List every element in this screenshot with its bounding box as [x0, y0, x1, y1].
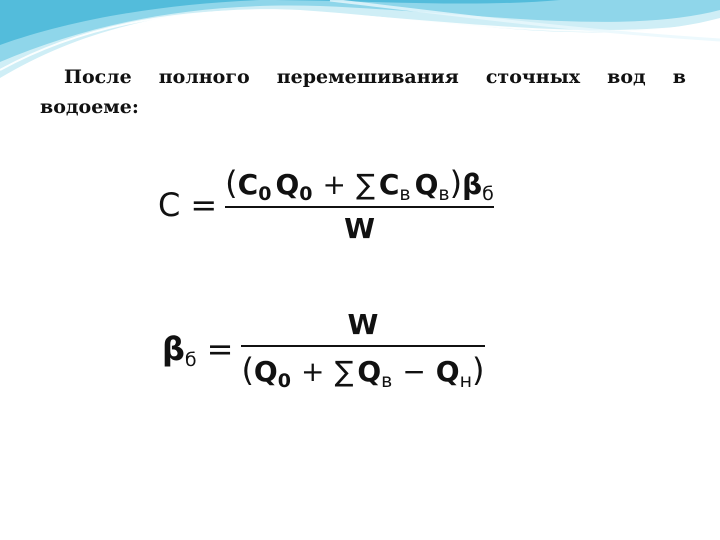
formula2-numerator — [348, 308, 379, 341]
formula1-plus: + — [322, 168, 346, 201]
formula1-qv-sub: в — [438, 183, 450, 205]
formula1-q0-sub: 0 — [299, 183, 313, 205]
formula2-beta-sub: б — [184, 348, 197, 371]
formula2-plus: + — [300, 355, 325, 388]
formula1-numerator — [225, 164, 494, 205]
formula2-sum: ∑ — [334, 355, 354, 388]
formula2-lhs — [162, 329, 197, 371]
formula2-qn-sub: н — [459, 370, 473, 392]
formula1-q0: Q — [275, 168, 300, 201]
formula2-beta: β — [162, 329, 185, 368]
formula2-fraction-bar — [241, 345, 484, 347]
formula1-lparen: ( — [225, 164, 238, 202]
formula1-w: W — [344, 212, 375, 245]
formula1-equals: = — [190, 185, 218, 224]
formula2-denominator — [241, 351, 485, 392]
formula1-denominator — [344, 212, 375, 245]
formula1-beta-sub: б — [482, 183, 494, 205]
formula2-qn: Q — [435, 355, 460, 388]
formula2-rparen: ) — [472, 351, 485, 389]
formula1-sum: ∑ — [355, 168, 375, 201]
formula1-fraction-bar — [225, 206, 494, 208]
formula2-minus: − — [402, 355, 426, 388]
description-paragraph — [40, 62, 686, 122]
paragraph-line-2: водоеме: — [40, 96, 139, 118]
formula1-beta: β — [462, 168, 483, 201]
formula1-rparen: ) — [449, 164, 463, 202]
formula-concentration — [158, 164, 494, 245]
formula1-qv: Q — [414, 168, 439, 201]
formula2-q0-sub: 0 — [277, 370, 291, 392]
formula2-w: W — [347, 308, 379, 341]
formula1-cv: C — [378, 168, 400, 201]
formula1-c0: C — [237, 168, 259, 201]
paragraph-line-1: После полного перемешивания сточных вод в — [64, 66, 686, 88]
formula1-c0-sub: 0 — [258, 183, 272, 205]
formula2-qv-sub: в — [381, 370, 393, 392]
formula2-qv: Q — [357, 355, 382, 388]
formula1-cv-sub: в — [399, 183, 411, 205]
formula1-fraction — [225, 164, 494, 245]
formula2-lparen: ( — [241, 351, 254, 389]
formula2-q0: Q — [253, 355, 278, 388]
formula2-equals: = — [206, 329, 234, 368]
formula1-lhs: C — [158, 185, 181, 224]
formula2-fraction — [241, 308, 485, 392]
formula-dilution-coefficient — [162, 308, 485, 392]
